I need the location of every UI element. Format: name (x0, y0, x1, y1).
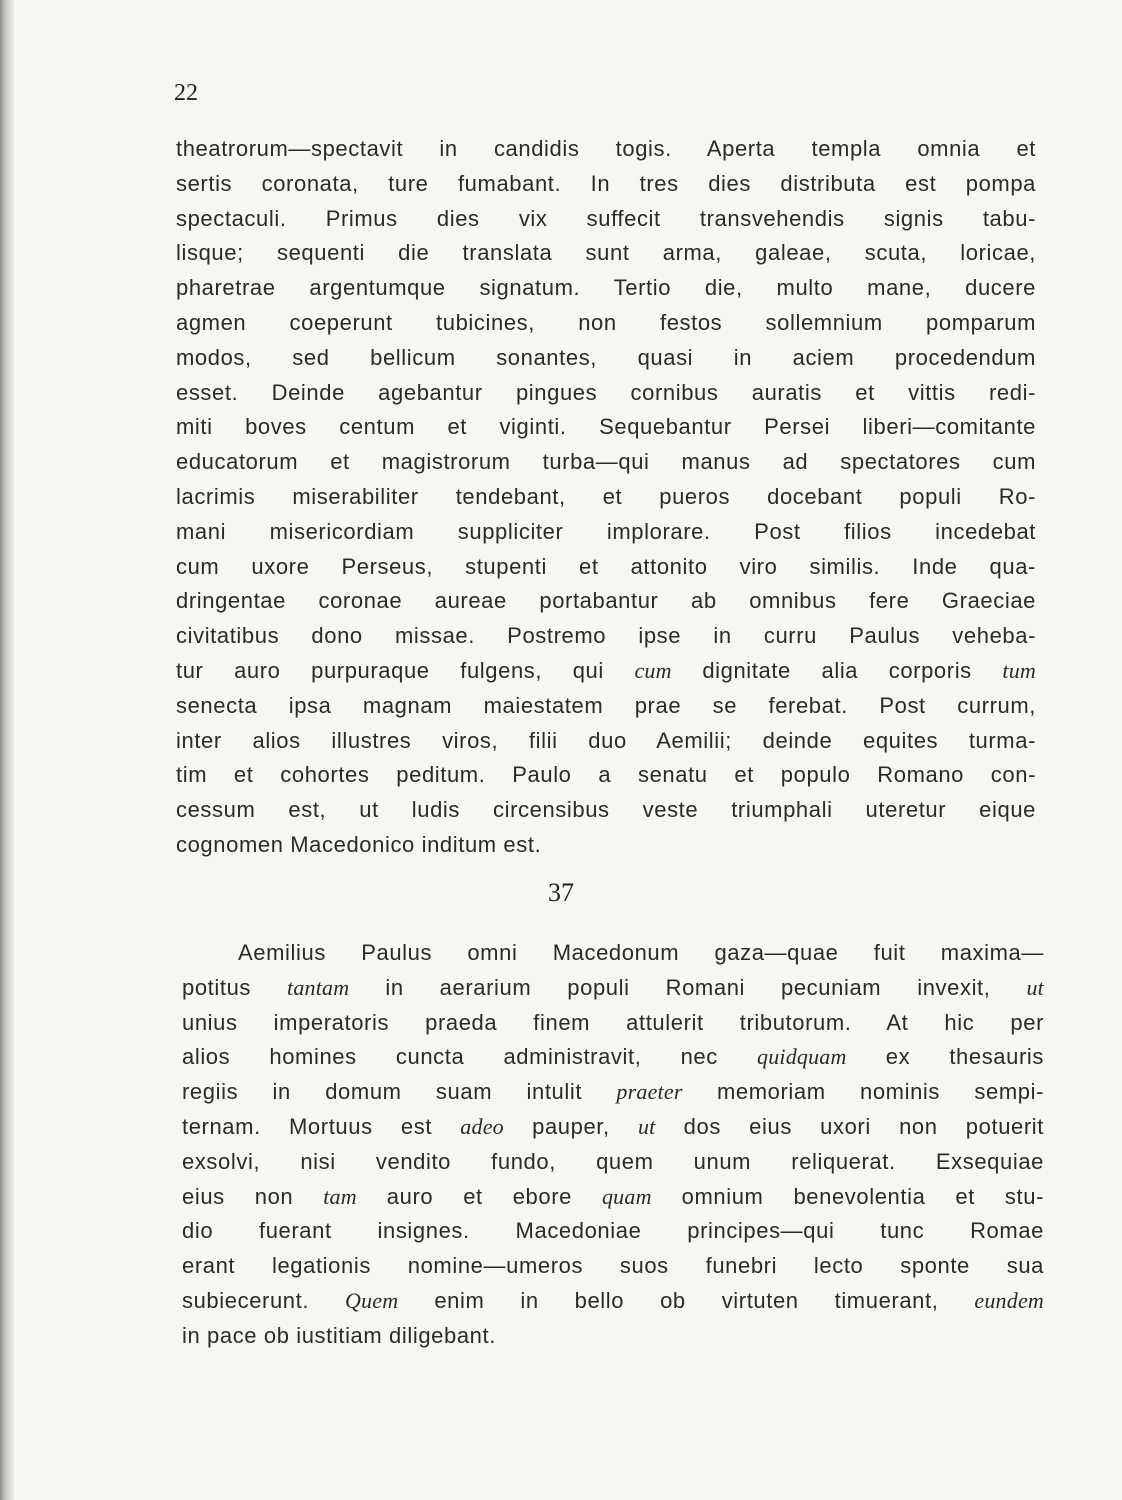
line-text: dignitate alia corporis (671, 657, 1003, 683)
section-number: 37 (548, 878, 574, 907)
line-text: cessum est, ut ludis circensibus veste triumphali uteretur eique (176, 797, 1036, 823)
line-text: spectaculi. Primus dies vix suffecit transvehendis signis tabu- (176, 205, 1036, 231)
text-line (182, 1180, 1044, 1215)
italic-word: ut (637, 1113, 656, 1139)
italic-word: ut (1026, 974, 1044, 1000)
text-line (176, 619, 1036, 654)
line-text: tur auro purpuraque fulgens, qui (176, 657, 635, 683)
italic-word: cum (634, 657, 672, 683)
line-text: lisque; sequenti die translata sunt arma, galeae, scuta, loricae, (176, 240, 1036, 266)
italic-word: tantam (287, 974, 350, 1000)
line-text: dos eius uxori non potuerit (655, 1113, 1044, 1139)
line-text: esset. Deinde agebantur pingues cornibus auratis et vittis redi- (176, 379, 1036, 405)
text-line (176, 689, 1036, 724)
text-line (182, 1214, 1044, 1249)
line-text: subiecerunt. (182, 1287, 346, 1313)
text-line (182, 1075, 1044, 1110)
italic-word: quidquam (757, 1044, 847, 1070)
line-text: Aemilius Paulus omni Macedonum gaza—quae fuit maxima— (238, 940, 1044, 965)
text-line (176, 793, 1036, 828)
text-line (182, 1319, 1044, 1354)
text-line (176, 410, 1036, 445)
text-line (176, 376, 1036, 411)
text-line (182, 1110, 1044, 1145)
line-text: senecta ipsa magnam maiestatem prae se ferebat. Post currum, (176, 692, 1036, 718)
text-line (176, 202, 1036, 237)
line-text: tim et cohortes peditum. Paulo a senatu et populo Romano con- (176, 762, 1036, 788)
line-text: theatrorum—spectavit in candidis togis. Aperta templa omnia et (176, 136, 1036, 161)
text-line (182, 936, 1044, 971)
line-text: in aerarium populi Romani pecuniam invexit, (349, 974, 1027, 1000)
text-line (176, 306, 1036, 341)
line-text: in pace ob iustitiam diligebant. (182, 1322, 496, 1348)
italic-word: quam (601, 1183, 652, 1209)
text-line (176, 758, 1036, 793)
text-line (176, 167, 1036, 202)
line-text: agmen coeperunt tubicines, non festos sollemnium pomparum (176, 309, 1036, 335)
line-text: unius imperatoris praeda finem attulerit tributorum. At hic per (182, 1009, 1044, 1035)
italic-word: eundem (974, 1287, 1045, 1313)
text-line (182, 1040, 1044, 1075)
line-text: pharetrae argentumque signatum. Tertio die, multo mane, ducere (176, 275, 1036, 301)
italic-word: tum (1002, 657, 1036, 683)
text-line (176, 828, 1036, 863)
line-text: dio fuerant insignes. Macedoniae principes—qui tunc Romae (182, 1218, 1044, 1244)
line-text: eius non (182, 1183, 324, 1209)
line-text: miti boves centum et viginti. Sequebantur Persei liberi—comitante (176, 414, 1036, 440)
text-line (176, 584, 1036, 619)
line-text: regiis in domum suam intulit (182, 1079, 617, 1105)
line-text: modos, sed bellicum sonantes, quasi in aciem procedendum (176, 344, 1036, 370)
line-text: alios homines cuncta administravit, nec (182, 1044, 757, 1070)
text-line (176, 236, 1036, 271)
text-line (176, 341, 1036, 376)
line-text: sertis coronata, ture fumabant. In tres dies distributa est pompa (176, 170, 1036, 196)
line-text: potitus (182, 974, 288, 1000)
line-text: cognomen Macedonico inditum est. (176, 831, 542, 857)
italic-word: tam (323, 1183, 357, 1209)
text-line (182, 971, 1044, 1006)
line-text: exsolvi, nisi vendito fundo, quem unum reliquerat. Exsequiae (182, 1148, 1044, 1174)
paragraph-2 (182, 936, 1044, 1354)
line-text: erant legationis nomine—umeros suos funebri lecto sponte sua (182, 1253, 1044, 1279)
text-line (182, 1006, 1044, 1041)
text-line (176, 480, 1036, 515)
paragraph-1 (176, 132, 1036, 863)
text-line (176, 515, 1036, 550)
line-text: pauper, (503, 1113, 638, 1139)
line-text: civitatibus dono missae. Postremo ipse in curru Paulus veheba- (176, 623, 1036, 649)
line-text: memoriam nominis sempi- (682, 1079, 1044, 1105)
text-line (176, 445, 1036, 480)
text-line (176, 550, 1036, 585)
line-text: inter alios illustres viros, filii duo Aemilii; deinde equites turma- (176, 727, 1036, 753)
line-text: mani misericordiam suppliciter implorare. Post filios incedebat (176, 518, 1036, 544)
italic-word: Quem (345, 1287, 399, 1313)
line-text: ternam. Mortuus est (182, 1113, 461, 1139)
line-text: cum uxore Perseus, stupenti et attonito viro similis. Inde qua- (176, 553, 1036, 579)
text-line (176, 271, 1036, 306)
italic-word: adeo (460, 1113, 504, 1139)
page-number: 22 (174, 80, 198, 106)
line-text: enim in bello ob virtuten timuerant, (398, 1287, 975, 1313)
text-line (176, 132, 1036, 167)
line-text: lacrimis miserabiliter tendebant, et pueros docebant populi Ro- (176, 483, 1036, 509)
line-text: ex thesauris (846, 1044, 1044, 1070)
text-line (182, 1284, 1044, 1319)
line-text: auro et ebore (356, 1183, 602, 1209)
text-line (176, 654, 1036, 689)
page-binding-edge (0, 0, 14, 1500)
line-text: dringentae coronae aureae portabantur ab omnibus fere Graeciae (176, 588, 1036, 614)
text-line (176, 724, 1036, 759)
text-line (182, 1145, 1044, 1180)
italic-word: praeter (616, 1079, 683, 1105)
line-text: educatorum et magistrorum turba—qui manus ad spectatores cum (176, 449, 1036, 475)
line-text: omnium benevolentia et stu- (651, 1183, 1044, 1209)
text-line (182, 1249, 1044, 1284)
